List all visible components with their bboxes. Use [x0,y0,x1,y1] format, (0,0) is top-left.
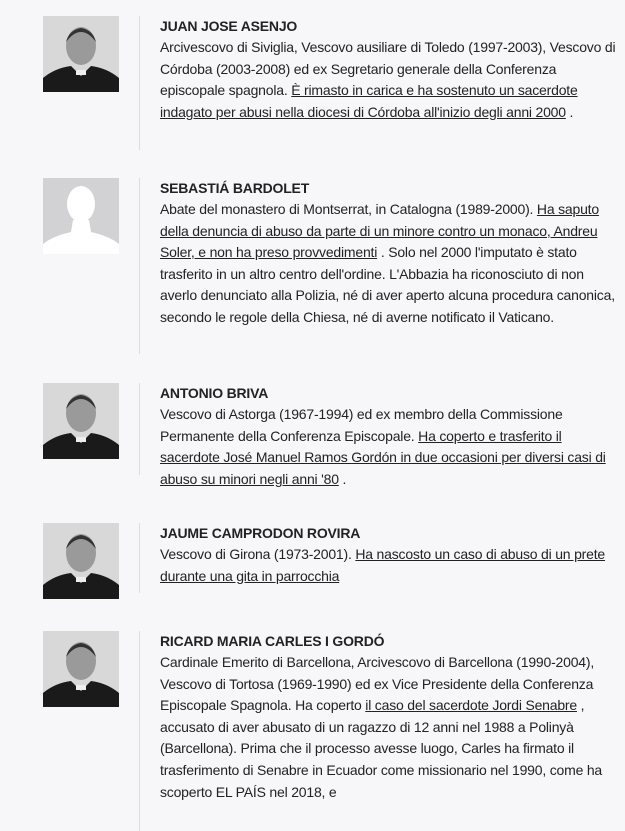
entry-text [160,16,618,123]
description-text: . [338,470,347,487]
description-text: Arcivescovo di Siviglia, Vescovo ausiliare di Toledo (1997-2003), Vescovo di Córdoba (2003-2008) ed ex Segretario generale della Conferenza episcopale spagnola. [160,39,616,99]
bishop-description [160,544,618,587]
divider [139,523,140,593]
article-link[interactable]: Ha coperto e trasferito il sacerdote José Manuel Ramos Gordón in due occasioni per diversi casi di abuso su minori negli anni '80 [160,427,606,487]
bishop-description [160,37,618,123]
bishop-name: ANTONIO BRIVA [160,385,269,401]
article-link[interactable]: È rimasto in carica e ha sostenuto un sacerdote indagato per abusi nella diocesi di Córdoba all'inizio degli anni 2000 [160,82,578,120]
bishop-description [160,652,618,803]
bishop-name: RICARD MARIA CARLES I GORDÓ [160,633,385,649]
description-text: Vescovo di Girona (1973-2001). [160,546,356,562]
divider [139,631,140,831]
description-text: . [565,103,574,120]
article-link[interactable]: Ha nascosto un caso di abuso di un prete durante una gita in parrocchia [160,546,605,584]
entry-text [160,631,618,803]
article-link[interactable]: Ha saputo della denuncia di abuso da parte di un minore contro un monaco, Andreu Soler, e non ha preso provvedimenti [160,201,599,261]
description-text: Cardinale Emerito di Barcellona, Arcivescovo di Barcellona (1990-2004), Vescovo di Tortosa (1969-1990) ed ex Vice Presidente della Conferenza Episcopale Spagnola. Ha coperto [160,654,595,714]
divider [139,383,140,475]
portrait-photo [43,631,119,707]
bishop-description [160,404,618,490]
portrait-photo [43,383,119,459]
bishop-name: SEBASTIÁ BARDOLET [160,180,310,196]
bishop-name: JUAN JOSE ASENJO [160,18,298,34]
bishop-name: JAUME CAMPRODON ROVIRA [160,525,361,541]
portrait-photo [43,16,119,92]
article-link[interactable]: il caso del sacerdote Jordi Senabre [365,697,577,714]
divider [139,178,140,354]
entry-text [160,383,618,490]
entry-text [160,523,618,587]
divider [139,16,140,150]
description-text: Vescovo di Astorga (1967-1994) ed ex membro della Commissione Permanente della Conferenza Episcopale. [160,406,563,444]
portrait-photo [43,523,119,599]
bishop-description [160,199,618,329]
description-text: . Solo nel 2000 l'imputato è stato trasferito in un altro centro dell'ordine. L'Abbazia ha riconosciuto di non averlo denunciato alla Polizia, né di aver aperto alcuna procedura canonica, secondo le regole della Chiesa, né di averne notificato il Vaticano. [160,244,615,325]
description-text: , accusato di aver abusato di un ragazzo di 12 anni nel 1988 a Polinyà (Barcellona). Prima che il processo avesse luogo, Carles ha firmato il trasferimento di Senabre in Ecuador come missionario nel 1990, come ha scoperto EL PAÍS nel 2018, e [160,697,603,800]
placeholder-silhouette [43,178,119,254]
description-text: Abate del monastero di Montserrat, in Catalogna (1989-2000). [160,201,537,217]
entry-text [160,178,618,329]
